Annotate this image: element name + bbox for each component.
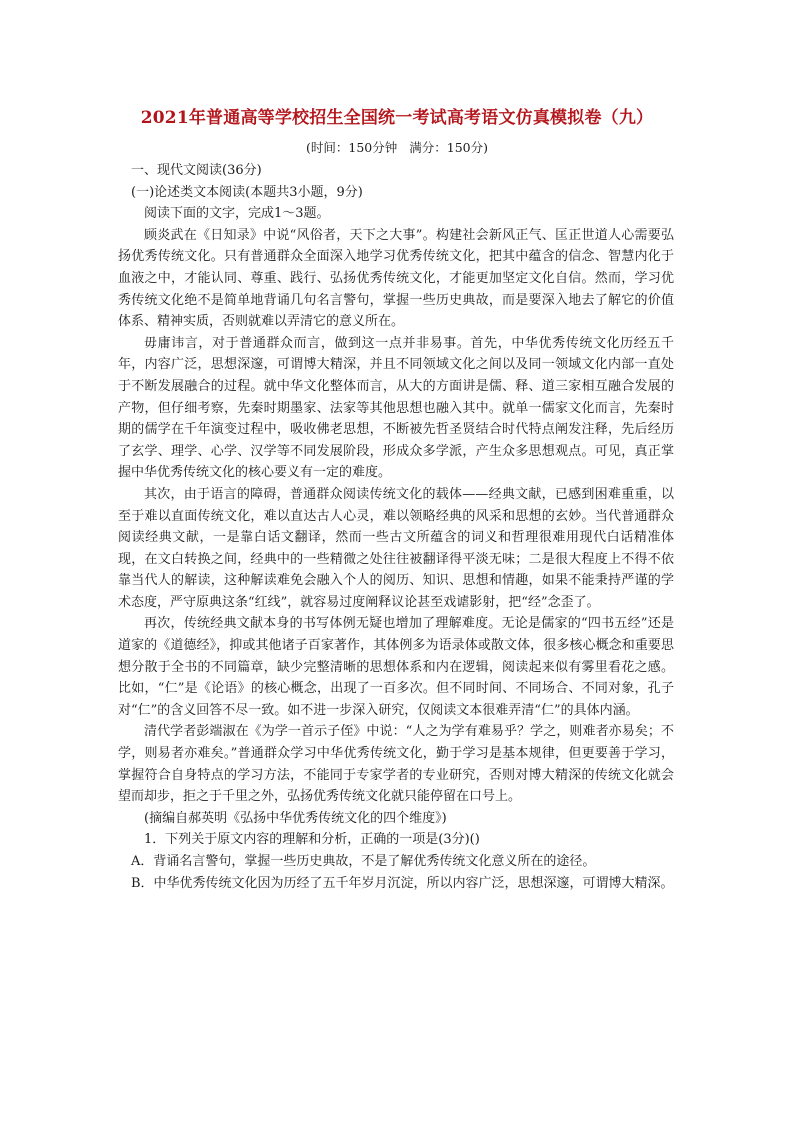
question-option-a: A．背诵名言警句，掌握一些历史典故，不是了解优秀传统文化意义所在的途径。: [131, 854, 596, 869]
article-paragraph: 顾炎武在《日知录》中说“风俗者，天下之大事”。构建社会新风正气、匡正世道人心需要弘扬优秀传统文化。只有普通群众全面深入地学习优秀传统文化，把其中蕴含的信念、智慧内化于血液之中，才能认同、尊重、践行、弘扬优秀传统文化，才能更加坚定文化自信。然而，学习优秀传统文化绝不是简单地背诵几句名言警句，掌握一些历史典故，而是要深入地去了解它的价值体系、精神实质，否则就难以弄清它的意义所在。: [118, 227, 674, 330]
question-option-b: B．中华优秀传统文化因为历经了五千年岁月沉淀，所以内容广泛，思想深邃，可谓博大精深。: [131, 875, 674, 891]
subsection-heading: (一)论述类文本阅读(本题共3小题，9分): [131, 184, 363, 200]
article-paragraph: 毋庸讳言，对于普通群众而言，做到这一点并非易事。首先，中华优秀传统文化历经五千年，内容广泛，思想深邃，可谓博大精深，并且不同领域文化之间以及同一领域文化内部一直处于不断发展融合的过程。就中华文化整体而言，从大的方面讲是儒、释、道三家相互融合发展的产物，但仔细考察，先秦时期墨家、法家等其他思想也融入其中。就单一儒家文化而言，先秦时期的儒学在千年演变过程中，吸收佛老思想，不断被先哲圣贤结合时代特点阐发注释，先后经历了玄学、理学、心学、汉学等不同发展阶段，形成众多学派，产生众多思想观点。可见，真正掌握中华优秀传统文化的核心要义有一定的难度。: [118, 335, 674, 481]
exam-time: (时间：150分钟: [306, 140, 398, 155]
exam-content: [118, 160, 674, 894]
article-paragraph: 再次，传统经典文献本身的书写体例无疑也增加了理解难度。无论是儒家的“四书五经”还是道家的《道德经》，抑或其他诸子百家著作，其体例多为语录体或散文体，很多核心概念和重要思想分散于全书的不同篇章，缺少完整清晰的思想体系和内在逻辑，阅读起来似有雾里看花之感。比如，“仁”是《论语》的核心概念，出现了一百多次。但不同时间、不同场合、不同对象，孔子对“仁”的含义回答不尽一致。如不进一步深入研究，仅阅读文本很难弄清“仁”的具体内涵。: [118, 616, 674, 718]
reading-instruction: 阅读下面的文字，完成1～3题。: [144, 206, 330, 222]
section-heading: 一、现代文阅读(36分): [131, 163, 262, 178]
exam-score: 满分：150分): [409, 140, 488, 155]
exam-meta: [0, 139, 794, 157]
article-source: (摘编自郝英明《弘扬中华优秀传统文化的四个维度》): [144, 810, 447, 826]
article-paragraph: 清代学者彭端淑在《为学一首示子侄》中说：“人之为学有难易乎？学之，则难者亦易矣；不学，则易者亦难矣。”普通群众学习中华优秀传统文化，勤于学习是基本规律，但更要善于学习，掌握符合自身特点的学习方法，不能同于专家学者的专业研究，否则对博大精深的传统文化就会望而却步，拒之于千里之外，弘扬优秀传统文化就只能停留在口号上。: [118, 724, 674, 805]
article-paragraph: 其次，由于语言的障碍，普通群众阅读传统文化的载体——经典文献，已感到困难重重，以至于难以直面传统文化，难以直达古人心灵，难以领略经典的风采和思想的玄妙。当代普通群众阅读经典文献，一是靠白话文翻译，然而一些古文所蕴含的词义和哲理很难用现代白话精准体现，在文白转换之间，经典中的一些精微之处往往被翻译得平淡无味；二是很大程度上不得不依靠当代人的解读，这种解读难免会融入个人的阅历、知识、思想和情趣，如果不能秉持严谨的学术态度，严守原典这条“红线”，就容易过度阐释议论甚至戏谑影射，把“经”念歪了。: [118, 486, 674, 610]
exam-title: 2021年普通高等学校招生全国统一考试高考语文仿真模拟卷（九）: [140, 108, 654, 128]
question-stem: 1．下列关于原文内容的理解和分析，正确的一项是(3分)(): [144, 832, 480, 848]
